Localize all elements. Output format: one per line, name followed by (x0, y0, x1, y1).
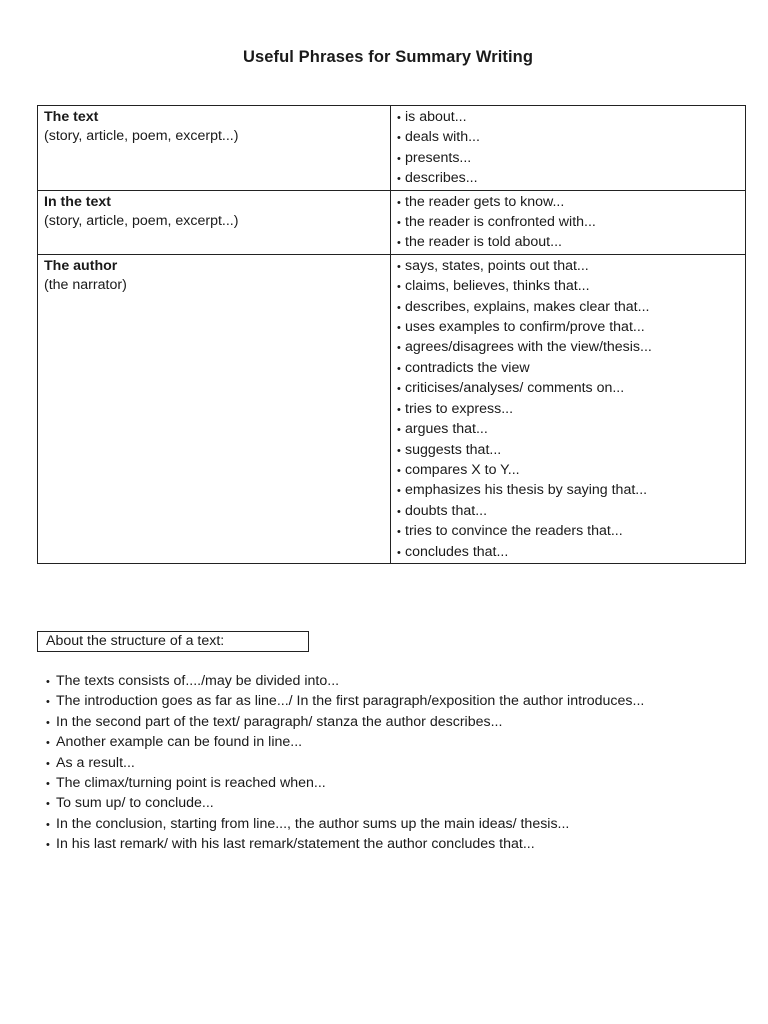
list-item: • In the second part of the text/ paragraph/ stanza the author describes... (46, 713, 746, 733)
list-item: • agrees/disagrees with the view/thesis... (397, 338, 741, 358)
table-row (38, 106, 746, 191)
subject-cell (38, 254, 391, 563)
subject-label: In the text (44, 193, 112, 210)
phrase-list (397, 193, 741, 254)
list-item: • The texts consists of..../may be divided into... (46, 672, 746, 692)
list-item: • In his last remark/ with his last remark/statement the author concludes that... (46, 835, 746, 855)
phrase-list (397, 257, 741, 563)
subject-note: (the narrator) (44, 277, 127, 294)
list-item: • Another example can be found in line... (46, 733, 746, 753)
table-row (38, 254, 746, 563)
list-item: • is about... (397, 108, 741, 128)
structure-list (46, 672, 746, 856)
subject-note: (story, article, poem, excerpt...) (44, 213, 239, 230)
list-item: • tries to express... (397, 400, 741, 420)
list-item: • As a result... (46, 754, 746, 774)
list-item: • presents... (397, 149, 741, 169)
list-item: • says, states, points out that... (397, 257, 741, 277)
list-item: • deals with... (397, 128, 741, 148)
list-item: • uses examples to confirm/prove that... (397, 318, 741, 338)
phrase-list (397, 108, 741, 190)
subject-cell (38, 190, 391, 254)
phrases-cell (391, 190, 746, 254)
list-item: • The introduction goes as far as line.../ In the first paragraph/exposition the author introduces... (46, 692, 746, 712)
subject-label: The author (44, 257, 118, 274)
list-item: • In the conclusion, starting from line..., the author sums up the main ideas/ thesis... (46, 815, 746, 835)
list-item: • the reader is confronted with... (397, 213, 741, 233)
list-item: • the reader is told about... (397, 233, 741, 253)
table-row (38, 190, 746, 254)
phrases-cell (391, 106, 746, 191)
list-item: • contradicts the view (397, 359, 741, 379)
list-item: • doubts that... (397, 502, 741, 522)
list-item: • the reader gets to know... (397, 193, 741, 213)
list-item: • compares X to Y... (397, 461, 741, 481)
subject-note: (story, article, poem, excerpt...) (44, 128, 239, 145)
list-item: • The climax/turning point is reached when... (46, 774, 746, 794)
list-item: • suggests that... (397, 441, 741, 461)
list-item: • To sum up/ to conclude... (46, 794, 746, 814)
list-item: • criticises/analyses/ comments on... (397, 379, 741, 399)
phrases-table (37, 105, 746, 564)
document-title: Useful Phrases for Summary Writing (242, 48, 534, 66)
subject-label: The text (44, 109, 99, 125)
list-item: • concludes that... (397, 543, 741, 563)
list-item: • describes... (397, 169, 741, 189)
list-item: • emphasizes his thesis by saying that... (397, 481, 741, 501)
list-item: • tries to convince the readers that... (397, 522, 741, 542)
phrases-cell (391, 254, 746, 563)
subject-cell (38, 106, 391, 191)
list-item: • describes, explains, makes clear that... (397, 298, 741, 318)
structure-heading: About the structure of a text: (37, 631, 309, 652)
list-item: • argues that... (397, 420, 741, 440)
list-item: • claims, believes, thinks that... (397, 277, 741, 297)
